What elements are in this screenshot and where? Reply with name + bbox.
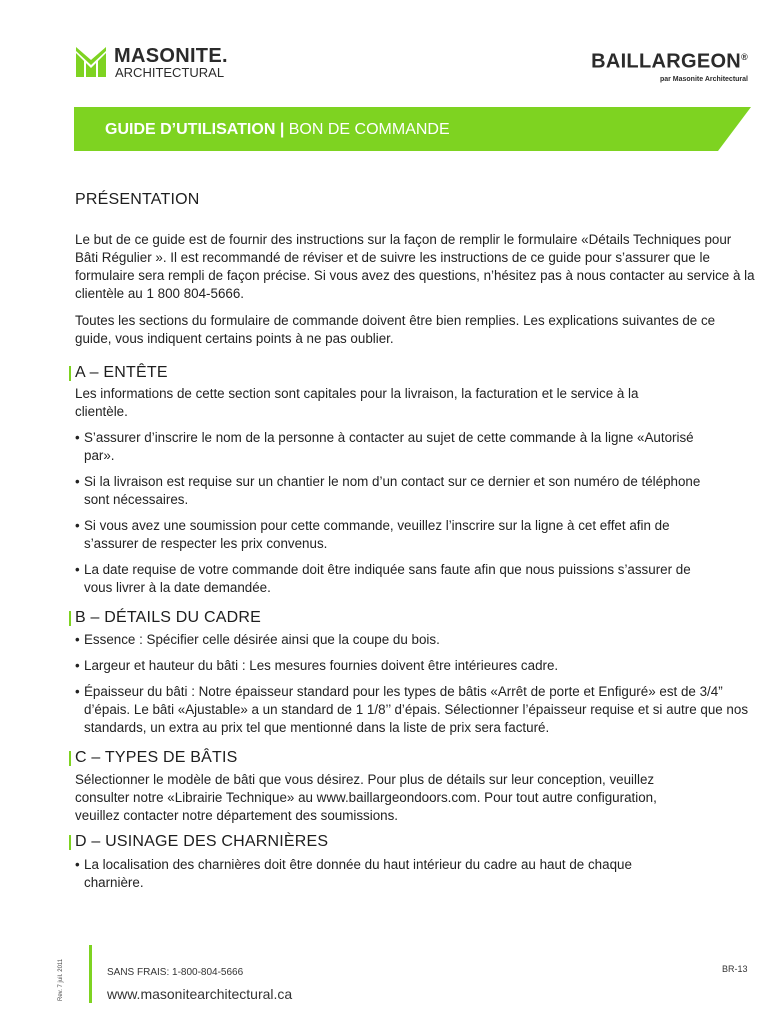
list-item: • Épaisseur du bâti : Notre épaisseur standard pour les types de bâtis «Arrêt de porte et Enfiguré» est de 3/4” d’épais. Le bâti «Ajustable» a un standard de 1 1/8’’ d’épais. Sélectionner l’épaisseur requise et si autre que nos standards, un extra au prix tel que mentionné dans la liste de prix sera facturé. (75, 684, 749, 735)
list-item: • Si vous avez une soumission pour cette commande, veuillez l’inscrire sur la ligne à cet effet afin de s’assurer de respecter les prix convenus. (75, 518, 670, 551)
section-c-heading: C – TYPES DE BÂTIS (75, 749, 755, 767)
list-item: • Largeur et hauteur du bâti : Les mesures fournies doivent être intérieures cadre. (75, 658, 559, 673)
toll-free-phone: SANS FRAIS: 1-800-804-5666 (107, 967, 244, 978)
document-code: BR-13 (722, 964, 748, 974)
presentation-paragraph-1: Le but de ce guide est de fournir des instructions sur la façon de remplir le formulaire «Détails Techniques pour Bâti Régulier ». Il est recommandé de réviser et de suivre les instructions de ce guide pour s’assurer que le formulaire sera rempli de façon précise. Si vous avez des questions, n’hésitez pas à nous contacter au service à la clientèle au 1 800 804-5666. (75, 232, 755, 301)
masonite-m-icon (74, 47, 108, 79)
masonite-logo (74, 46, 228, 80)
list-item: • La localisation des charnières doit être donnée du haut intérieur du cadre au haut de chaque charnière. (75, 857, 632, 890)
section-a-heading: A – ENTÊTE (75, 364, 755, 382)
baillargeon-logo (591, 46, 748, 83)
list-item: • S’assurer d’inscrire le nom de la personne à contacter au sujet de cette commande à la ligne «Autorisé par». (75, 430, 694, 463)
presentation-paragraph-2: Toutes les sections du formulaire de commande doivent être bien remplies. Les explications suivantes de ce guide, vous indiquent certains points à ne pas oublier. (75, 313, 716, 346)
revision-note: Rev. 7 juil. 2011 (58, 958, 64, 1001)
website-link[interactable]: www.masonitearchitectural.ca (107, 986, 293, 1002)
masonite-logo-name: MASONITE. (114, 45, 228, 67)
list-item: • Essence : Spécifier celle désirée ainsi que la coupe du bois. (75, 632, 440, 647)
document-body (75, 191, 755, 892)
section-c-text: Sélectionner le modèle de bâti que vous désirez. Pour plus de détails sur leur conception, veuillez consulter notre «Librairie Technique» au www.baillargeondoors.com. Pour tout autre configuration, veuillez contacter notre département des soumissions. (75, 772, 657, 823)
section-b-heading: B – DÉTAILS DU CADRE (75, 609, 755, 627)
banner-title (105, 121, 450, 139)
masonite-logo-sub: ARCHITECTURAL (115, 65, 225, 80)
banner-title-bold: GUIDE D’UTILISATION | (105, 121, 285, 138)
title-banner (74, 107, 751, 151)
baillargeon-logo-name: BAILLARGEON (591, 50, 742, 73)
baillargeon-logo-sub: par Masonite Architectural (659, 75, 748, 83)
registered-mark: ® (741, 52, 748, 62)
section-d-heading: D – USINAGE DES CHARNIÈRES (75, 833, 755, 851)
list-item: • Si la livraison est requise sur un chantier le nom d’un contact sur ce dernier et son numéro de téléphone sont nécessaires. (75, 474, 701, 507)
banner-title-rest: BON DE COMMANDE (284, 121, 450, 138)
footer-accent-line (89, 945, 92, 1003)
presentation-heading: PRÉSENTATION (75, 191, 200, 208)
list-item: • La date requise de votre commande doit être indiquée sans faute afin que nous puissions s’assurer de vous livrer à la date demandée. (75, 562, 691, 595)
section-a-intro: Les informations de cette section sont capitales pour la livraison, la facturation et le service à la clientèle. (75, 386, 639, 419)
